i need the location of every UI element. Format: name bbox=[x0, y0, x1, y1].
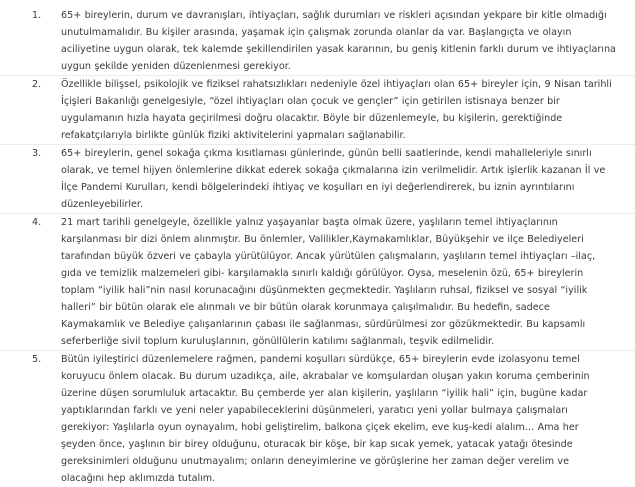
item-text bbox=[61, 351, 617, 487]
text-line: Özellikle bilişsel, psikolojik ve fiziksel rahatsızlıkları nedeniyle özel ihtiyaçları olan 65+ bireyler için, 9 Nisan tarihli bbox=[61, 79, 612, 90]
item-text bbox=[61, 214, 617, 350]
list-item-2 bbox=[0, 76, 635, 145]
recommendations-list bbox=[0, 7, 635, 487]
item-number: 5. bbox=[32, 354, 42, 365]
text-line: İlçe Pandemi Kurulları, kendi bölgelerindeki ihtiyaç ve koşulları en iyi değerlendirerek, bu iznin ayrıntılarını bbox=[61, 182, 575, 193]
list-item-1 bbox=[0, 7, 635, 76]
item-number: 2. bbox=[32, 79, 42, 90]
text-line: tarafından büyük özveri ve çabayla yürütülüyor. Ancak yürütülen çalışmaların, yaşlıların temel ihtiyaçları –ilaç, bbox=[61, 251, 596, 262]
text-line: koruyucu önlem olacak. Bu durum uzadıkça, aile, akrabalar ve komşulardan oluşan yakın koruma çemberinin bbox=[61, 371, 590, 382]
text-line: İçişleri Bakanlığı genelgesiyle, “özel ihtiyaçları olan çocuk ve gençler” için getirilen istisnaya benzer bir bbox=[61, 96, 560, 107]
item-text bbox=[61, 76, 617, 144]
item-number: 3. bbox=[32, 148, 42, 159]
text-line: 21 mart tarihli genelgeyle, özellikle yalnız yaşayanlar başta olmak üzere, yaşlıların temel ihtiyaçlarının bbox=[61, 217, 558, 228]
text-line: aciliyetine uygun olarak, tek kalemde şekillendirilen yasak kararının, bu geniş kitlenin farklı durum ve ihtiyaçlarına bbox=[61, 44, 616, 55]
text-line: uygulamanın hızla hayata geçirilmesi doğru olacaktır. Böyle bir düzenlemeyle, bu kişilerin, gerektiğinde bbox=[61, 113, 563, 124]
item-number: 1. bbox=[32, 10, 42, 21]
text-line: gerekiyor: Yaşlılarla oyun oynayalım, hobi geliştirelim, balkona çiçek ekelim, eve kuş-kedi alalım… Ama her bbox=[61, 422, 579, 433]
text-line: seferberliğe sivil toplum kuruluşlarının, gönüllülerin katılımı sağlanmalı, teşvik edilmelidir. bbox=[61, 336, 495, 347]
text-line: unutulmamalıdır. Bu kişiler arasında, yaşamak için çalışmak zorunda olanlar da var. Başlangıçta ve olayın bbox=[61, 27, 572, 38]
text-line: halleri” bir bütün olarak ele alınmalı ve bir bütün olarak korunmaya çalışılmalıdır. Bu hedefin, sadece bbox=[61, 302, 550, 313]
text-line: gıda ve temizlik malzemeleri gibi- karşılamakla sınırlı kaldığı görülüyor. Oysa, meselenin özü, 65+ bireylerin bbox=[61, 268, 584, 279]
item-number: 4. bbox=[32, 217, 42, 228]
list-item-4 bbox=[0, 214, 635, 351]
item-text bbox=[61, 145, 617, 213]
text-line: gereksinimleri olduğunu unutmayalım; onların deneyimlerine ve görüşlerine her zaman değer verelim ve bbox=[61, 456, 569, 467]
text-line: refakatçılarıyla birlikte günlük fiziki aktivitelerini yapmaları sağlanabilir. bbox=[61, 130, 406, 141]
text-line: şeyden önce, yaşlının bir birey olduğunu, oturacak bir köşe, bir kap sıcak yemek, yatacak yatağı ötesinde bbox=[61, 439, 573, 450]
list-item-5 bbox=[0, 351, 635, 487]
text-line: olacağını hep aklımızda tutalım. bbox=[61, 473, 216, 484]
text-line: düzenleyebilirler. bbox=[61, 199, 144, 210]
item-text bbox=[61, 7, 617, 75]
text-line: üzerine düşen sorumluluk artacaktır. Bu çemberde yer alan kişilerin, yaşlıların “iyilik hali” için, bugüne kadar bbox=[61, 388, 588, 399]
text-line: uygun şekilde yeniden düzenlenmesi gerekiyor. bbox=[61, 61, 291, 72]
text-line: yaptıklarından farklı ve yeni neler yapabileceklerini düşünmeleri, yaratıcı yeni yollar bulmaya çalışmaları bbox=[61, 405, 568, 416]
text-line: toplam “iyilik hali”nin nasıl korunacağını düşünmekten geçmektedir. Yaşlıların ruhsal, fiziksel ve sosyal “iyilik bbox=[61, 285, 588, 296]
text-line: Bütün iyileştirici düzenlemelere rağmen, pandemi koşulları sürdükçe, 65+ bireylerin evde izolasyonu temel bbox=[61, 354, 580, 365]
text-line: Kaymakamlık ve Belediye çalışanlarının çabası ile sağlanması, sürdürülmesi zor gözükmektedir. Bu kapsamlı bbox=[61, 319, 586, 330]
text-line: karşılanması bir dizi önlem alınmıştır. Bu önlemler, Valilikler,Kaymakamlıklar, Büyükşehir ve ilçe Belediyeleri bbox=[61, 234, 584, 245]
list-item-3 bbox=[0, 145, 635, 214]
text-line: olarak, ve temel hijyen önlemlerine dikkat ederek sokağa çıkmalarına izin verilmelidir. Artık işlerlik kazanan İl ve bbox=[61, 165, 606, 176]
text-line: 65+ bireylerin, genel sokağa çıkma kısıtlaması günlerinde, günün belli saatlerinde, kendi mahalleleriyle sınırlı bbox=[61, 148, 592, 159]
text-line: 65+ bireylerin, durum ve davranışları, ihtiyaçları, sağlık durumları ve riskleri açısından yekpare bir kitle olmadığı bbox=[61, 10, 607, 21]
